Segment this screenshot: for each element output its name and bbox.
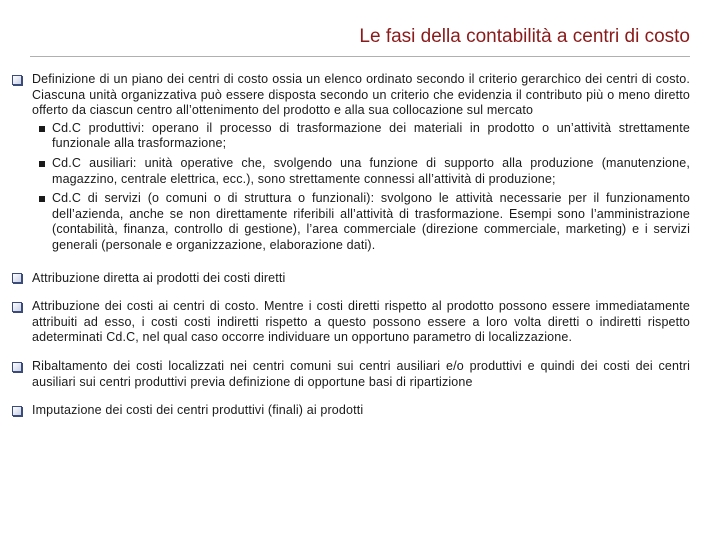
title-divider <box>30 56 690 57</box>
square-bullet-icon <box>39 161 45 167</box>
checkbox-bullet-icon <box>12 302 22 312</box>
bullet-text: Attribuzione dei costi ai centri di costo. Mentre i costi diretti rispetto al prodotto possono essere immediatamente attribuiti ad esso, i costi costi indiretti rispetto a questo possono essere a loro volta diretti o indiretti rispetto adeterminati Cd.C, nel qual caso occorre individuare un opportuno parametro di localizzazione. <box>32 299 690 345</box>
bullet-text: Attribuzione diretta ai prodotti dei costi diretti <box>32 270 286 285</box>
list-item <box>12 403 690 419</box>
list-item <box>12 271 690 287</box>
list-item <box>12 299 690 346</box>
slide-title: Le fasi della contabilità a centri di costo <box>359 26 690 47</box>
square-bullet-icon <box>39 196 45 202</box>
list-item <box>12 72 690 258</box>
sub-list-item <box>32 121 690 152</box>
sub-item-text: Cd.C ausiliari: unità operative che, svolgendo una funzione di supporto alla produzione (manutenzione, magazzino, centrale elettrica, ecc.), sono strettamente connessi all’attività di produzione; <box>52 155 690 186</box>
sub-list-item <box>32 156 690 187</box>
slide-content <box>12 72 690 432</box>
checkbox-bullet-icon <box>12 406 22 416</box>
checkbox-bullet-icon <box>12 273 22 283</box>
bullet-text: Definizione di un piano dei centri di costo ossia un elenco ordinato secondo il criterio gerarchico dei centri di costo. Ciascuna unità organizzativa può essere disposta secondo un criterio che evidenzia il contributo più o meno diretto offerto da ciascun centro all’ottenimento del prodotto e alla sua collocazione sul mercato <box>32 72 690 118</box>
square-bullet-icon <box>39 126 45 132</box>
checkbox-bullet-icon <box>12 75 22 85</box>
sub-item-text: Cd.C di servizi (o comuni o di struttura o funzionali): svolgono le attività necessarie per il funzionamento dell’azienda, anche se non direttamente riferibili all’attività di trasformazione. Esempi sono l’amministrazione (contabilità, finanza, controllo di gestione), l’area commerciale (direzione commerciale, marketing) e i servizi generali (personale e organizzazione, elaborazione dati). <box>52 191 690 252</box>
sub-item-text: Cd.C produttivi: operano il processo di trasformazione dei materiali in prodotto o un’attività strettamente funzionale alla trasformazione; <box>52 120 690 151</box>
list-item <box>12 359 690 390</box>
bullet-text: Imputazione dei costi dei centri produttivi (finali) ai prodotti <box>32 403 364 418</box>
bullet-text: Ribaltamento dei costi localizzati nei centri comuni sui centri ausiliari e/o produttivi e quindi dei costi dei centri ausiliari sui centri produttivi previa definizione di opportune basi di ripartizione <box>32 358 690 389</box>
sub-list-item <box>32 191 690 253</box>
sub-list <box>32 121 690 254</box>
checkbox-bullet-icon <box>12 362 22 372</box>
